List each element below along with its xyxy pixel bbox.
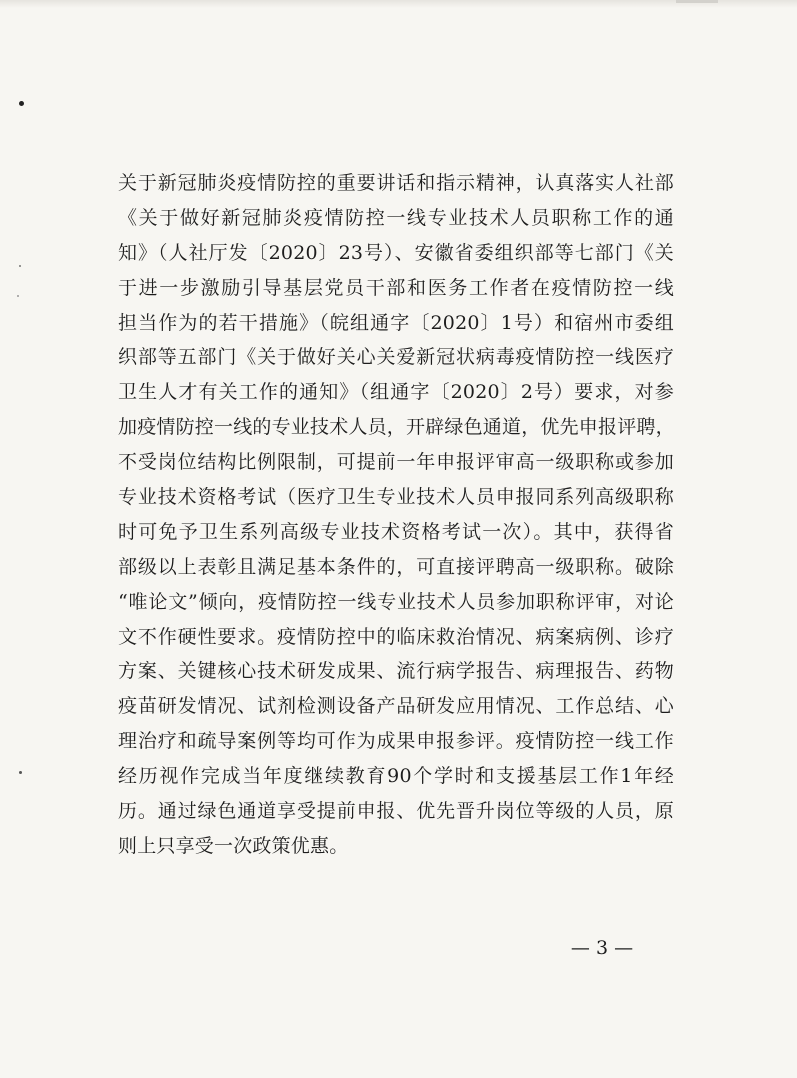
- text-line: 历。通过绿色通道享受提前申报、优先晋升岗位等级的人员，原: [118, 800, 674, 823]
- text-line: 不受岗位结构比例限制，可提前一年申报评审高一级职称或参加: [118, 451, 674, 474]
- scan-mark: [676, 0, 718, 3]
- scan-speck: [19, 265, 21, 267]
- text-line: 担当作为的若干措施》（皖组通字〔2020〕1号）和宿州市委组: [118, 311, 674, 334]
- text-line: 经历视作完成当年度继续教育90个学时和支援基层工作1年经: [118, 765, 674, 788]
- scan-speck: [17, 295, 19, 297]
- text-line: 知》（人社厅发〔2020〕23号）、安徽省委组织部等七部门《关: [118, 241, 674, 264]
- page-number: — 3 —: [570, 937, 634, 959]
- text-line: 则上只享受一次政策优惠。: [118, 834, 349, 857]
- text-line: “唯论文”倾向，疫情防控一线专业技术人员参加职称评审，对论: [118, 590, 674, 613]
- text-line: 关于新冠肺炎疫情防控的重要讲话和指示精神，认真落实人社部: [118, 172, 674, 194]
- scan-speck: [19, 101, 24, 106]
- text-line: 文不作硬性要求。疫情防控中的临床救治情况、病案病例、诊疗: [118, 625, 674, 648]
- body-paragraph: [118, 166, 674, 864]
- text-line: 部级以上表彰且满足基本条件的，可直接评聘高一级职称。破除: [118, 555, 674, 578]
- scan-speck: [19, 771, 22, 774]
- text-line: 专业技术资格考试（医疗卫生专业技术人员申报同系列高级职称: [118, 486, 674, 509]
- text-line: 疫苗研发情况、试剂检测设备产品研发应用情况、工作总结、心: [118, 695, 674, 718]
- text-line: 理治疗和疏导案例等均可作为成果申报参评。疫情防控一线工作: [118, 730, 674, 753]
- text-line: 时可免予卫生系列高级专业技术资格考试一次）。其中，获得省: [118, 520, 674, 543]
- text-line: 织部等五部门《关于做好关心关爱新冠状病毒疫情防控一线医疗: [118, 346, 674, 369]
- text-line: 卫生人才有关工作的通知》（组通字〔2020〕2号）要求，对参: [118, 381, 674, 404]
- text-line: 于进一步激励引导基层党员干部和医务工作者在疫情防控一线: [118, 276, 674, 299]
- text-line: 加疫情防控一线的专业技术人员，开辟绿色通道，优先申报评聘，: [118, 416, 675, 439]
- text-line: 《关于做好新冠肺炎疫情防控一线专业技术人员职称工作的通: [118, 206, 674, 229]
- text-line: 方案、关键核心技术研发成果、流行病学报告、病理报告、药物: [118, 660, 674, 683]
